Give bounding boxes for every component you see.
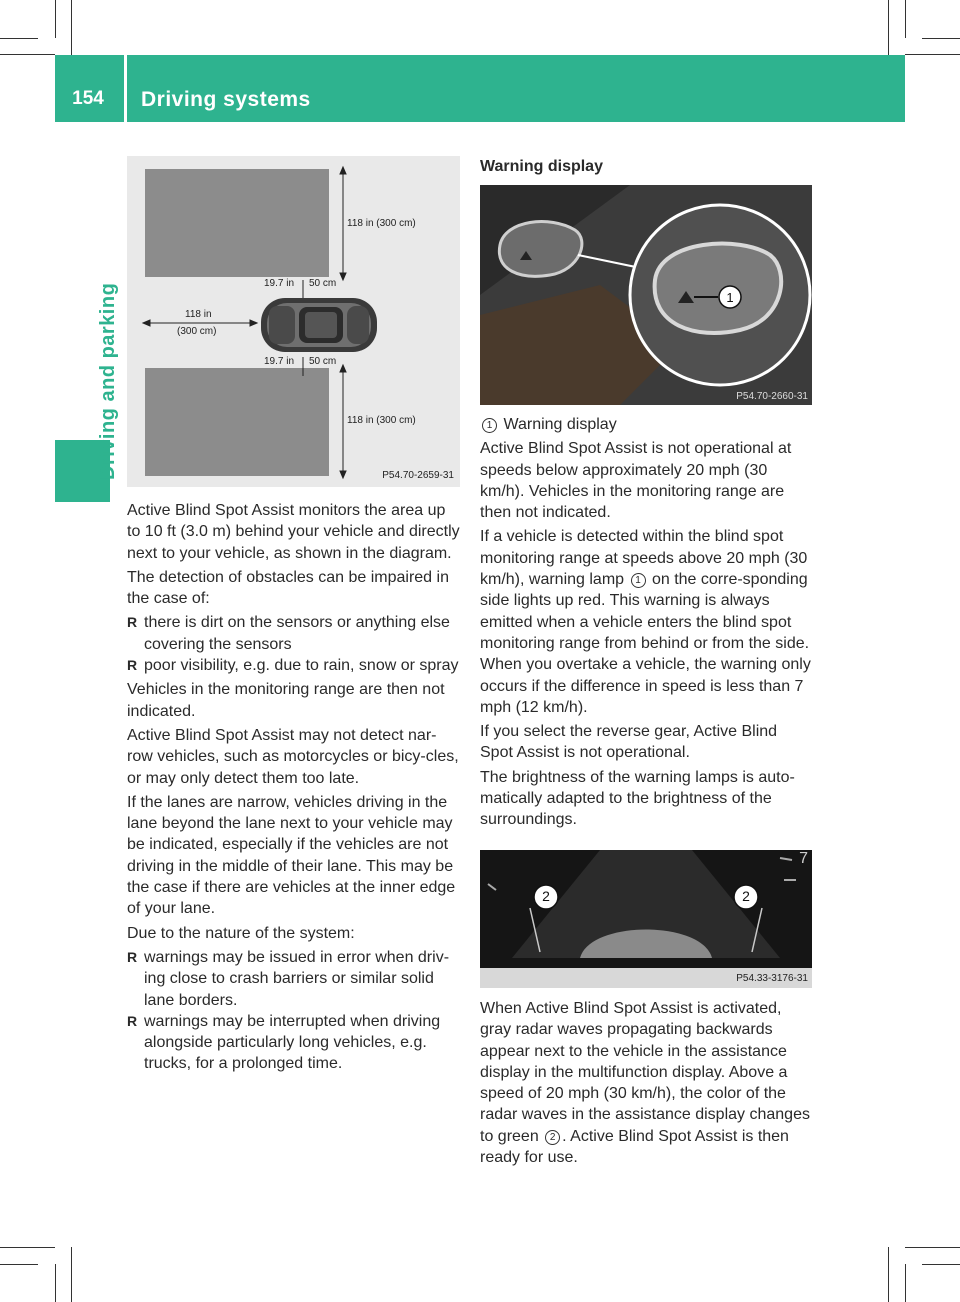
paragraph: Active Blind Spot Assist may not detect nar-row vehicles, such as motorcycles or bicy-cles, or may only detect them too late. (127, 726, 459, 787)
callout-1-icon: 1 (631, 573, 646, 588)
right-column-heading (480, 156, 813, 183)
crop-mark (905, 1264, 906, 1302)
crop-mark (71, 1247, 72, 1302)
paragraph: If you select the reverse gear, Active Blind Spot Assist is not operational. (480, 723, 778, 762)
list-item: R warnings may be issued in error when driv-ing close to crash barriers or similar solid lane borders. (127, 947, 462, 1011)
callout-2-icon: 2 (545, 1130, 560, 1145)
paragraph-part: When Active Blind Spot Assist is activated, gray radar waves propagating backwards appear next to the vehicle in the assistance display in the multifunction display. Above a speed of 20 mph (30 km/h), the color of the radar waves in the assistance display changes to green (480, 1000, 810, 1145)
dim-label-rear-cm: (300 cm) (177, 326, 217, 337)
crop-mark (0, 38, 38, 39)
svg-text:1: 1 (726, 290, 734, 305)
paragraph: Active Blind Spot Assist monitors the area up to 10 ft (3.0 m) behind your vehicle and directly next to your vehicle, as shown in the diagram. (127, 502, 460, 562)
mirror-warning-figure (480, 185, 812, 405)
crop-mark (905, 0, 906, 38)
paragraph-part: . Active Blind Spot Assist is then ready for use. (480, 1127, 789, 1167)
paragraph: The brightness of the warning lamps is auto-matically adapted to the brightness of the surroundings. (480, 768, 795, 829)
crop-mark (888, 1247, 889, 1302)
list-item: R there is dirt on the sensors or anything else covering the sensors (127, 612, 462, 655)
bullet-list (127, 947, 462, 1075)
crop-mark (55, 1264, 56, 1302)
page-number: 154 (72, 88, 104, 109)
dim-label-bottom-rear: 118 in (300 cm) (347, 415, 416, 426)
paragraph: Active Blind Spot Assist is not operational at speeds below approximately 20 mph (30 km/h). Vehicles in the monitoring range are then not indicated. (480, 440, 792, 522)
dim-label-rear-in: 118 in (185, 309, 212, 320)
legend-label: Warning display (503, 416, 617, 433)
callout-2-icon: 2 (742, 888, 750, 904)
crop-mark (55, 0, 56, 38)
dim-label-top-rear: 118 in (300 cm) (347, 218, 416, 229)
callout-1-icon: 1 (482, 418, 497, 433)
section-heading: Warning display (480, 158, 603, 175)
crop-mark (0, 1264, 38, 1265)
list-item: R warnings may be interrupted when driving alongside particularly long vehicles, e.g. trucks, for a prolonged time. (127, 1011, 462, 1075)
dim-label-side-top-in: 19.7 in (264, 278, 295, 289)
mirror-illustration (480, 185, 812, 405)
dim-label-side-bottom-cm: 50 cm (309, 356, 337, 367)
left-column (127, 500, 462, 1078)
paragraph (480, 526, 813, 718)
figure-code: P54.33-3176-31 (736, 973, 808, 984)
vehicle-top-view (259, 294, 379, 356)
paragraph-part: on the corre-sponding side lights up red. This warning is always emitted when a vehicle enters the blind spot monitoring range from behind or from the side. When you overtake a vehicle, the warning only occurs if the difference in speed is less than 7 mph (12 km/h). (480, 571, 811, 716)
crop-mark (71, 0, 72, 55)
crop-mark (905, 54, 960, 55)
dim-label-side-top-cm: 50 cm (309, 278, 337, 289)
paragraph (480, 998, 813, 1168)
paragraph: If the lanes are narrow, vehicles driving in the lane beyond the lane next to your vehicle may be indicated, especially if the vehicles are not driving in the middle of their lane. This may be the case if there are vehicles at the inner edge of your lane. (127, 793, 456, 918)
header-divider (124, 55, 127, 122)
list-item: R poor visibility, e.g. due to rain, snow or spray (127, 655, 462, 676)
paragraph: Due to the nature of the system: (127, 924, 355, 942)
bullet-list (127, 612, 462, 676)
gauge-digit: 7 (799, 850, 808, 867)
crop-mark (888, 0, 889, 55)
crop-mark (922, 1264, 960, 1265)
display-radar-figure (480, 850, 812, 988)
figure-code: P54.70-2659-31 (382, 470, 454, 481)
side-tab-label: Driving and parking (97, 282, 119, 480)
crop-mark (0, 54, 55, 55)
paragraph-part: If a vehicle is detected within the blind spot monitoring range at speeds above 20 mph (30 km/h), warning lamp (480, 528, 808, 589)
crop-mark (905, 1247, 960, 1248)
callout-2-icon: 2 (542, 888, 550, 904)
blindspot-diagram (127, 156, 460, 487)
figure-code: P54.70-2660-31 (736, 391, 808, 402)
right-column-lower (480, 998, 813, 1171)
paragraph: Vehicles in the monitoring range are then not indicated. (127, 681, 445, 720)
display-illustration (480, 850, 812, 988)
right-column (480, 414, 813, 834)
dim-label-side-bottom-in: 19.7 in (264, 356, 295, 367)
section-title: Driving systems (141, 88, 311, 111)
crop-mark (922, 38, 960, 39)
crop-mark (0, 1247, 55, 1248)
legend-item (480, 414, 813, 435)
paragraph: The detection of obstacles can be impaired in the case of: (127, 568, 449, 608)
